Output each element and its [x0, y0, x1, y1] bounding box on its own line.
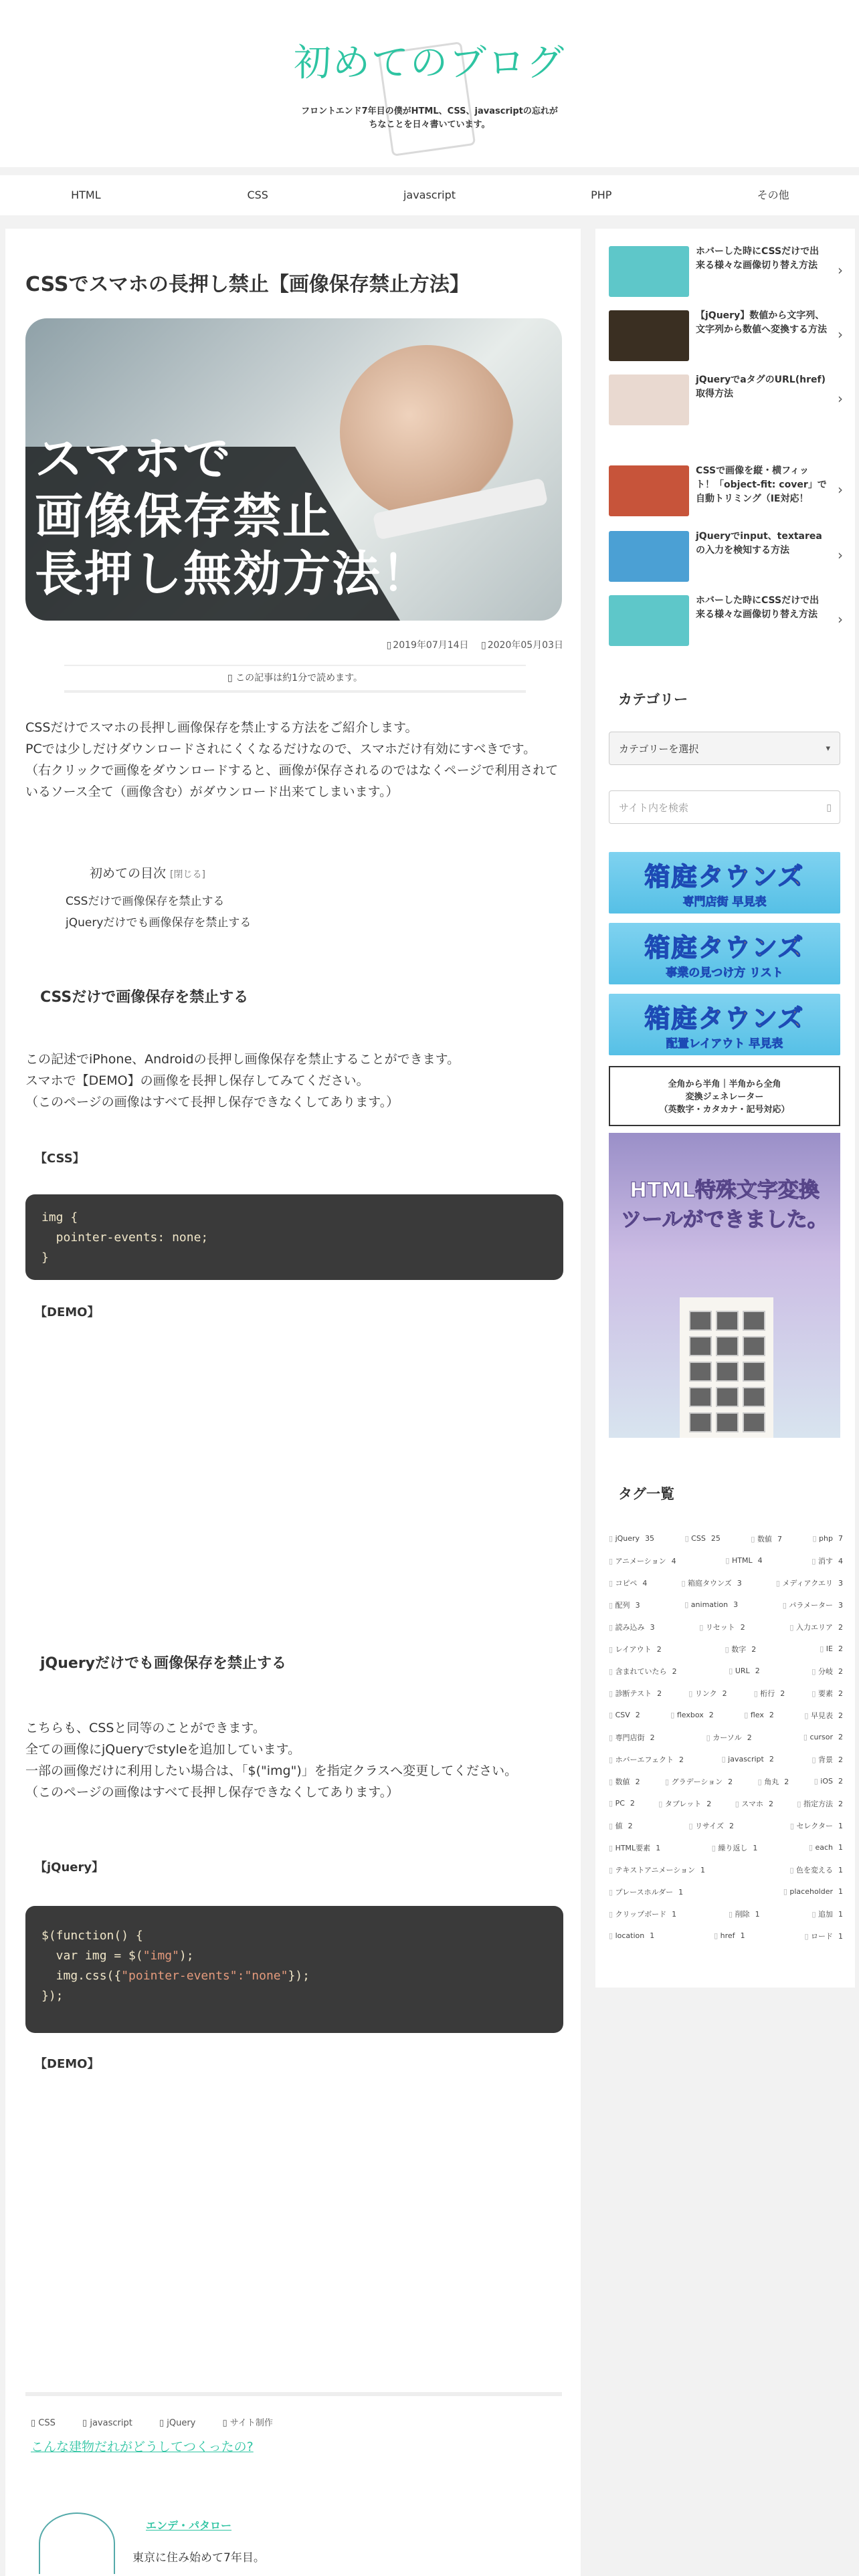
author-name-link[interactable]: エンデ・パタロー — [146, 2519, 232, 2532]
tag-link[interactable]: ▯ リサイズ 2 — [688, 1820, 733, 1831]
chevron-down-icon: ▾ — [826, 744, 830, 754]
tag-link[interactable]: ▯ location 1 — [609, 1931, 654, 1940]
published-date: 2019年07月14日 — [393, 640, 469, 651]
tag-link[interactable]: ▯ 数値 2 — [609, 1776, 640, 1787]
chevron-right-icon: › — [838, 611, 843, 627]
site-header — [0, 0, 859, 167]
tag-list-heading: タグ一覧 — [618, 1486, 674, 1502]
tag-link[interactable]: ▯ CSS 25 — [685, 1534, 721, 1543]
eyecatch-line-2: 画像保存禁止 — [35, 488, 332, 544]
tag-link[interactable]: ▯ 繰り返し 1 — [712, 1842, 758, 1853]
tag-row — [609, 1527, 843, 1549]
tag-row — [609, 1881, 843, 1903]
tag-link[interactable]: ▯ each 1 — [809, 1843, 843, 1852]
tag-cloud — [609, 1527, 843, 1947]
chevron-right-icon: › — [838, 481, 843, 498]
tag-link[interactable]: ▯ CSV 2 — [609, 1711, 640, 1719]
nav-item-javascript[interactable]: javascript — [403, 189, 456, 201]
author-description: 東京に住み始めて7年目。 — [132, 2551, 265, 2565]
popular-post[interactable]: jQueryでinput、textareaの入力を検知する方法 › — [609, 528, 843, 586]
post-thumbnail — [609, 531, 689, 582]
nav-item-php[interactable]: PHP — [591, 189, 612, 201]
tag-link[interactable]: ▯ 診断テスト 2 — [609, 1688, 662, 1699]
jquery-code-block: $(function() { var img = $("img"); img.css({"pointer-events":"none"}); }); — [25, 1906, 563, 2033]
tag-row — [609, 1858, 843, 1881]
tag-link[interactable]: ▯ クリップボード 1 — [609, 1909, 676, 1919]
tag-link[interactable]: ▯ 数字 2 — [725, 1644, 757, 1654]
tag-link[interactable]: ▯ グラデーション 2 — [665, 1776, 733, 1787]
building-illustration — [680, 1297, 773, 1438]
toc-title: 初めての目次 — [90, 866, 167, 881]
tag-link[interactable]: ▯ 追加 1 — [812, 1909, 843, 1919]
section2-heading: jQueryだけでも画像保存を禁止する — [40, 1655, 287, 1672]
clock-icon: ▯ — [386, 640, 392, 651]
tag-link[interactable]: ▯ HTML要素 1 — [609, 1842, 660, 1853]
popular-post[interactable]: CSSで画像を縦・横フィット！「object-fit: cover」で自動トリミング（IE対応！ › — [609, 463, 843, 527]
tag-link[interactable]: ▯ 入力エリア 2 — [789, 1622, 843, 1632]
toc-item-1[interactable]: CSSだけで画像保存を禁止する — [66, 895, 225, 908]
tag-link[interactable]: ▯ セレクター 1 — [790, 1820, 843, 1831]
nav-item-css[interactable]: CSS — [247, 189, 268, 201]
jquery-label: 【jQuery】 — [35, 1860, 104, 1874]
tag-row — [609, 1903, 843, 1925]
tag-row — [609, 1836, 843, 1858]
tag-link[interactable]: ▯ コピペ 4 — [609, 1578, 647, 1588]
tag-link[interactable]: ▯ jQuery 35 — [609, 1534, 654, 1543]
eyecatch-image — [25, 318, 562, 621]
tag-site[interactable]: ▯ サイト制作 — [222, 2418, 273, 2428]
tag-link[interactable]: ▯ アニメーション 4 — [609, 1555, 676, 1566]
tag-link[interactable]: ▯ スマホ 2 — [735, 1798, 773, 1809]
tag-row — [609, 1704, 843, 1726]
tag-row — [609, 1616, 843, 1638]
tag-link[interactable]: ▯ 箱庭タウンズ 3 — [681, 1578, 741, 1588]
tag-link[interactable]: ▯ プレースホルダー 1 — [609, 1887, 683, 1897]
section1-text: この記述でiPhone、Androidの長押し画像保存を禁止することができます。 スマホで【DEMO】の画像を長押し保存してみてください。 （このページの画像はすべて長押し保存できなくしてあります。） — [25, 1052, 460, 1109]
tag-link[interactable]: ▯ 含まれていたら 2 — [609, 1666, 677, 1677]
tag-link[interactable]: ▯ URL 2 — [729, 1667, 759, 1675]
tag-link[interactable]: ▯ 分岐 2 — [812, 1666, 843, 1677]
demo-label-2: 【DEMO】 — [35, 2057, 100, 2071]
read-time: ▯ この記事は約1分で読めます。 — [64, 665, 526, 693]
tag-link[interactable]: ▯ iOS 2 — [814, 1777, 843, 1786]
search-icon[interactable]: ▯ — [826, 802, 832, 813]
popular-post[interactable]: ホバーした時にCSSだけで出来る様々な画像切り替え方法 › — [609, 243, 843, 301]
tag-link[interactable]: ▯ リンク 2 — [688, 1688, 727, 1699]
article-dates — [377, 638, 563, 651]
nav-item-other[interactable]: その他 — [757, 189, 789, 201]
tag-link[interactable]: ▯ ホバーエフェクト 2 — [609, 1754, 684, 1765]
tag-link[interactable]: ▯ 要素 2 — [812, 1688, 843, 1699]
eyecatch-line-3: 長押し無効方法！ — [35, 546, 432, 602]
tag-row — [609, 1925, 843, 1947]
tag-link[interactable]: ▯ 角丸 2 — [758, 1776, 789, 1787]
tag-link[interactable]: ▯ href 1 — [714, 1931, 745, 1940]
chevron-right-icon: › — [838, 326, 843, 342]
tag-link[interactable]: ▯ 数値 7 — [751, 1533, 782, 1544]
author-avatar — [39, 2512, 115, 2574]
tag-link[interactable]: ▯ タブレット 2 — [658, 1798, 711, 1809]
tag-row — [609, 1748, 843, 1770]
tag-link[interactable]: ▯ flexbox 2 — [670, 1711, 713, 1719]
popular-post[interactable]: jQueryでaタグのURL(href)取得方法 › — [609, 372, 843, 429]
tag-row — [609, 1682, 843, 1704]
post-thumbnail — [609, 465, 689, 516]
related-article-link[interactable]: こんな建物だれがどうしてつくったの? — [31, 2440, 254, 2454]
tag-link[interactable]: ▯ パラメーター 3 — [783, 1600, 843, 1610]
tag-link[interactable]: ▯ placeholder 1 — [783, 1887, 843, 1896]
nav-item-html[interactable]: HTML — [71, 189, 101, 201]
tag-link[interactable]: ▯ PC 2 — [609, 1799, 635, 1808]
category-select[interactable]: カテゴリーを選択 ▾ — [609, 732, 840, 765]
tag-javascript[interactable]: ▯ javascript — [82, 2418, 132, 2428]
tag-link[interactable]: ▯ 背景 2 — [812, 1754, 843, 1765]
tag-row — [609, 1638, 843, 1660]
category-heading: カテゴリー — [618, 691, 688, 708]
tag-link[interactable]: ▯ animation 3 — [684, 1600, 738, 1609]
converter-banner[interactable]: 全角から半角｜半角から全角 変換ジェネレーター （英数字・カタカナ・記号対応） — [609, 1066, 840, 1126]
post-thumbnail — [609, 595, 689, 646]
refresh-icon: ▯ — [481, 640, 486, 651]
tag-row — [609, 1572, 843, 1594]
banner-shop-list[interactable]: 箱庭タウンズ 専門店街 早見表 — [609, 852, 840, 914]
tag-row — [609, 1549, 843, 1572]
chevron-right-icon: › — [838, 547, 843, 563]
banner-layout-list[interactable]: 箱庭タウンズ 配置レイアウト 早見表 — [609, 994, 840, 1055]
tag-link[interactable]: ▯ 消す 4 — [812, 1555, 843, 1566]
tag-link[interactable]: ▯ カーソル 2 — [706, 1732, 752, 1743]
updated-date: 2020年05月03日 — [487, 640, 563, 651]
css-label: 【CSS】 — [35, 1152, 85, 1166]
tag-link[interactable]: ▯ 指定方法 2 — [797, 1798, 843, 1809]
tag-link[interactable]: ▯ メディアクエリ 3 — [776, 1578, 843, 1588]
eyecatch-line-1: スマホで — [35, 431, 232, 487]
search-input[interactable]: サイト内を検索 ▯ — [609, 790, 840, 824]
tag-row — [609, 1770, 843, 1792]
demo-label-1: 【DEMO】 — [35, 1305, 100, 1319]
chevron-right-icon: › — [838, 262, 843, 278]
tag-link[interactable]: ▯ レイアウト 2 — [609, 1644, 662, 1654]
tag-link[interactable]: ▯ 早見表 2 — [804, 1710, 843, 1721]
css-code-block: img { pointer-events: none; } — [25, 1194, 563, 1280]
clock-icon: ▯ — [227, 673, 236, 683]
tag-link[interactable]: ▯ php 7 — [812, 1534, 843, 1543]
tag-row — [609, 1726, 843, 1748]
tag-row — [609, 1594, 843, 1616]
toc-item-2[interactable]: jQueryだけでも画像保存を禁止する — [66, 916, 252, 930]
tag-link[interactable]: ▯ 読み込み 3 — [609, 1622, 655, 1632]
table-of-contents — [66, 863, 400, 934]
tag-link[interactable]: ▯ 専門店街 2 — [609, 1732, 655, 1743]
site-description: フロントエンド7年目の僕がHTML、CSS、javascriptの忘れが ちなことを日々書いています。 — [301, 106, 558, 130]
article-divider — [25, 2392, 562, 2396]
post-thumbnail — [609, 310, 689, 361]
popular-post[interactable]: 【jQuery】数値から文字列、文字列から数値へ変換する方法 › — [609, 308, 843, 365]
tag-link[interactable]: ▯ flex 2 — [744, 1711, 774, 1719]
html-converter-promo[interactable]: HTML特殊文字変換 ツールができました。 — [609, 1133, 840, 1438]
toc-toggle[interactable]: [閉じる] — [170, 869, 205, 880]
tag-link[interactable]: ▯ リセット 2 — [699, 1622, 745, 1632]
popular-post[interactable]: ホバーした時にCSSだけで出来る様々な画像切り替え方法 › — [609, 593, 843, 650]
tag-row — [609, 1660, 843, 1682]
tag-link[interactable]: ▯ IE 2 — [820, 1644, 843, 1653]
tag-link[interactable]: ▯ テキストアニメーション 1 — [609, 1864, 705, 1875]
tag-link[interactable]: ▯ 色を変える 1 — [789, 1864, 843, 1875]
tag-css[interactable]: ▯ CSS — [31, 2418, 56, 2428]
article-main — [5, 229, 581, 2576]
tag-link[interactable]: ▯ javascript 2 — [722, 1755, 774, 1763]
global-nav — [0, 175, 859, 215]
tag-row — [609, 1792, 843, 1814]
tag-link[interactable]: ▯ 配列 3 — [609, 1600, 640, 1610]
tag-link[interactable]: ▯ HTML 4 — [725, 1556, 762, 1565]
tag-link[interactable]: ▯ 削除 1 — [729, 1909, 760, 1919]
tag-jquery[interactable]: ▯ jQuery — [159, 2418, 196, 2428]
section2-text: こちらも、CSSと同等のことができます。 全ての画像にjQueryでstyleを追加しています。 一部の画像だけに利用したい場合は、「$("img")」を指定クラスへ変更してください。 （このページの画像はすべて長押し保存できなくしてあります。） — [25, 1721, 518, 1800]
tag-link[interactable]: ▯ 桁行 2 — [754, 1688, 785, 1699]
section1-heading: CSSだけで画像保存を禁止する — [40, 989, 249, 1006]
intro-text: CSSだけでスマホの長押し画像保存を禁止する方法をご紹介します。 PCでは少しだけダウンロードされにくくなるだけなので、スマホだけ有効にすべきです。 （右クリックで画像をダウンロードすると、画像が保存されるのではなくページで利用されているソース全て（画像含む）がダウンロード出来てしまいます。） — [25, 720, 559, 799]
post-thumbnail — [609, 246, 689, 297]
article-tags — [31, 2416, 297, 2428]
article-title: CSSでスマホの長押し禁止【画像保存禁止方法】 — [25, 273, 470, 296]
tag-row — [609, 1814, 843, 1836]
post-thumbnail — [609, 374, 689, 425]
tag-link[interactable]: ▯ cursor 2 — [803, 1733, 843, 1741]
tag-link[interactable]: ▯ ロード 1 — [804, 1931, 843, 1941]
chevron-right-icon: › — [838, 391, 843, 407]
site-title[interactable]: 初めてのブログ — [294, 41, 565, 85]
sidebar — [595, 229, 855, 1988]
banner-business-list[interactable]: 箱庭タウンズ 事業の見つけ方 リスト — [609, 923, 840, 984]
tag-link[interactable]: ▯ 値 2 — [609, 1820, 633, 1831]
